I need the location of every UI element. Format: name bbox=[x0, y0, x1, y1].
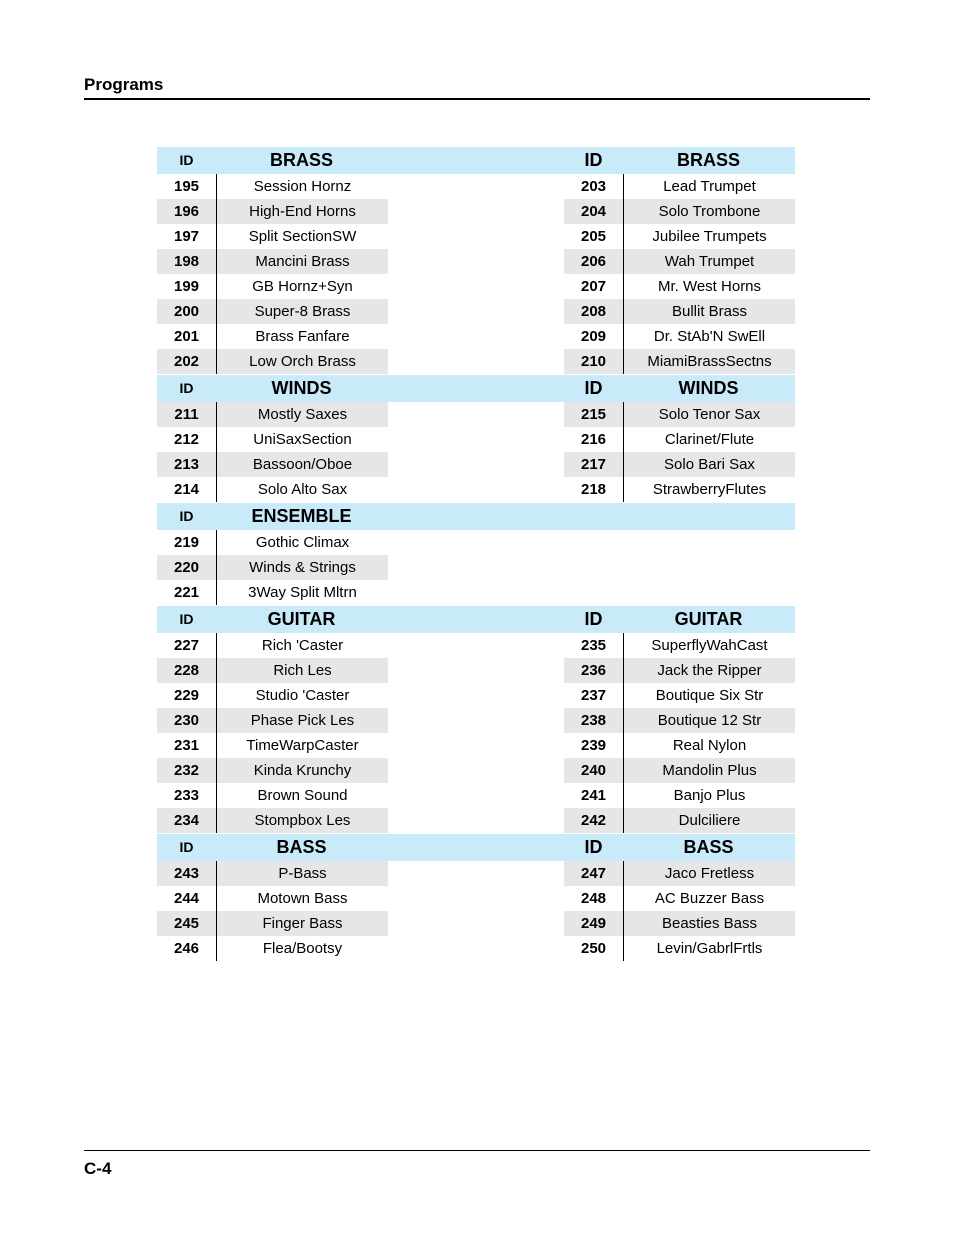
program-name: Jaco Fretless bbox=[664, 865, 755, 882]
program-name: Rich Les bbox=[273, 662, 332, 679]
id-column-header: ID bbox=[179, 611, 194, 627]
program-row bbox=[564, 452, 795, 477]
program-name: Jubilee Trumpets bbox=[652, 228, 767, 245]
id-column-header: ID bbox=[179, 152, 194, 168]
program-name: Brass Fanfare bbox=[255, 328, 350, 345]
program-id: 241 bbox=[564, 783, 623, 808]
program-name: 3Way Split Mltrn bbox=[248, 584, 357, 601]
right-program-list bbox=[564, 402, 795, 502]
program-row bbox=[157, 402, 388, 427]
program-row bbox=[564, 808, 795, 833]
program-row bbox=[157, 733, 388, 758]
program-id: 247 bbox=[564, 861, 623, 886]
program-name: Boutique Six Str bbox=[655, 687, 764, 704]
program-name: Winds & Strings bbox=[249, 559, 356, 576]
program-id: 211 bbox=[157, 402, 216, 427]
program-row bbox=[564, 174, 795, 199]
program-name: Split SectionSW bbox=[248, 228, 357, 245]
program-row bbox=[157, 808, 388, 833]
program-id: 197 bbox=[157, 224, 216, 249]
program-name: Flea/Bootsy bbox=[262, 940, 343, 957]
program-row bbox=[157, 936, 388, 961]
program-name: Bassoon/Oboe bbox=[252, 456, 353, 473]
program-id: 215 bbox=[564, 402, 623, 427]
program-row bbox=[157, 249, 388, 274]
program-id: 243 bbox=[157, 861, 216, 886]
page-title: Programs bbox=[84, 75, 164, 94]
column-divider bbox=[623, 633, 624, 833]
program-name: P-Bass bbox=[278, 865, 327, 882]
id-column-header: ID bbox=[584, 609, 603, 629]
program-name: Gothic Climax bbox=[255, 534, 350, 551]
category-header: BRASS bbox=[676, 150, 740, 170]
program-name: Bullit Brass bbox=[671, 303, 748, 320]
program-row bbox=[157, 530, 388, 555]
left-program-list bbox=[157, 633, 388, 833]
program-name: Jack the Ripper bbox=[657, 662, 762, 679]
program-row bbox=[564, 733, 795, 758]
program-id: 246 bbox=[157, 936, 216, 961]
program-id: 212 bbox=[157, 427, 216, 452]
program-name: Clarinet/Flute bbox=[664, 431, 755, 448]
program-name: Real Nylon bbox=[672, 737, 747, 754]
program-id: 208 bbox=[564, 299, 623, 324]
program-tables bbox=[157, 147, 795, 962]
right-program-list bbox=[564, 174, 795, 374]
program-id: 217 bbox=[564, 452, 623, 477]
program-name: MiamiBrassSectns bbox=[647, 353, 772, 370]
program-id: 242 bbox=[564, 808, 623, 833]
program-name: Solo Bari Sax bbox=[664, 456, 755, 473]
column-divider bbox=[216, 174, 217, 374]
column-divider bbox=[216, 530, 217, 605]
program-row bbox=[564, 349, 795, 374]
program-name: High-End Horns bbox=[249, 203, 356, 220]
program-id: 219 bbox=[157, 530, 216, 555]
category-header: BASS bbox=[276, 837, 327, 857]
program-row bbox=[157, 758, 388, 783]
program-row bbox=[157, 783, 388, 808]
id-column-header: ID bbox=[584, 150, 603, 170]
program-row bbox=[564, 427, 795, 452]
program-id: 240 bbox=[564, 758, 623, 783]
program-name: Solo Alto Sax bbox=[257, 481, 348, 498]
program-row bbox=[564, 274, 795, 299]
program-name: Mancini Brass bbox=[255, 253, 350, 270]
program-row bbox=[564, 633, 795, 658]
section-header bbox=[157, 147, 795, 174]
program-section bbox=[157, 147, 795, 375]
program-id: 205 bbox=[564, 224, 623, 249]
program-id: 221 bbox=[157, 580, 216, 605]
program-id: 239 bbox=[564, 733, 623, 758]
program-id: 228 bbox=[157, 658, 216, 683]
program-name: GB Hornz+Syn bbox=[252, 278, 353, 295]
program-row bbox=[157, 199, 388, 224]
program-id: 209 bbox=[564, 324, 623, 349]
program-row bbox=[564, 477, 795, 502]
program-name: Dr. StAb'N SwEll bbox=[653, 328, 766, 345]
program-row bbox=[564, 783, 795, 808]
program-row bbox=[564, 708, 795, 733]
id-column-header: ID bbox=[179, 380, 194, 396]
category-header: BRASS bbox=[269, 150, 333, 170]
program-id: 236 bbox=[564, 658, 623, 683]
program-id: 237 bbox=[564, 683, 623, 708]
program-name: Motown Bass bbox=[257, 890, 348, 907]
program-name: Session Hornz bbox=[253, 178, 352, 195]
program-name: UniSaxSection bbox=[253, 431, 352, 448]
program-id: 210 bbox=[564, 349, 623, 374]
program-row bbox=[564, 683, 795, 708]
program-row bbox=[564, 658, 795, 683]
program-name: Super-8 Brass bbox=[254, 303, 351, 320]
section-header bbox=[157, 834, 795, 861]
program-id: 227 bbox=[157, 633, 216, 658]
program-name: Banjo Plus bbox=[673, 787, 746, 804]
page-footer bbox=[84, 1150, 870, 1179]
program-section bbox=[157, 503, 795, 606]
program-row bbox=[564, 936, 795, 961]
program-id: 207 bbox=[564, 274, 623, 299]
program-name: Low Orch Brass bbox=[249, 353, 356, 370]
program-name: StrawberryFlutes bbox=[652, 481, 767, 498]
program-name: Solo Trombone bbox=[658, 203, 761, 220]
program-id: 218 bbox=[564, 477, 623, 502]
page-number: C-4 bbox=[84, 1159, 112, 1178]
section-header bbox=[157, 375, 795, 402]
column-divider bbox=[623, 402, 624, 502]
column-divider bbox=[216, 633, 217, 833]
id-column-header: ID bbox=[179, 839, 194, 855]
program-id: 230 bbox=[157, 708, 216, 733]
right-program-list bbox=[564, 861, 795, 961]
program-id: 235 bbox=[564, 633, 623, 658]
program-row bbox=[564, 224, 795, 249]
program-row bbox=[157, 274, 388, 299]
program-row bbox=[564, 324, 795, 349]
program-id: 200 bbox=[157, 299, 216, 324]
program-id: 233 bbox=[157, 783, 216, 808]
program-row bbox=[157, 886, 388, 911]
id-column-header: ID bbox=[179, 508, 194, 524]
program-id: 203 bbox=[564, 174, 623, 199]
program-name: Dulciliere bbox=[678, 812, 741, 829]
program-id: 249 bbox=[564, 911, 623, 936]
program-name: Brown Sound bbox=[257, 787, 348, 804]
category-header: WINDS bbox=[678, 378, 739, 398]
program-row bbox=[157, 477, 388, 502]
program-id: 238 bbox=[564, 708, 623, 733]
program-id: 216 bbox=[564, 427, 623, 452]
program-row bbox=[157, 911, 388, 936]
program-id: 244 bbox=[157, 886, 216, 911]
program-name: Solo Tenor Sax bbox=[658, 406, 761, 423]
program-row bbox=[157, 324, 388, 349]
program-row bbox=[564, 299, 795, 324]
program-section bbox=[157, 606, 795, 834]
program-row bbox=[157, 580, 388, 605]
program-name: Studio 'Caster bbox=[255, 687, 350, 704]
program-id: 245 bbox=[157, 911, 216, 936]
program-row bbox=[564, 911, 795, 936]
program-id: 234 bbox=[157, 808, 216, 833]
program-id: 195 bbox=[157, 174, 216, 199]
program-name: Levin/GabrlFrtls bbox=[656, 940, 763, 957]
program-id: 204 bbox=[564, 199, 623, 224]
program-name: AC Buzzer Bass bbox=[654, 890, 765, 907]
program-row bbox=[157, 633, 388, 658]
program-row bbox=[564, 199, 795, 224]
program-row bbox=[564, 249, 795, 274]
column-divider bbox=[623, 861, 624, 961]
program-name: TimeWarpCaster bbox=[246, 737, 359, 754]
program-name: Wah Trumpet bbox=[664, 253, 755, 270]
program-row bbox=[157, 658, 388, 683]
program-name: Phase Pick Les bbox=[250, 712, 355, 729]
section-header bbox=[157, 503, 795, 530]
program-name: Beasties Bass bbox=[661, 915, 758, 932]
right-program-list bbox=[564, 633, 795, 833]
program-row bbox=[564, 861, 795, 886]
program-section bbox=[157, 375, 795, 503]
program-name: Lead Trumpet bbox=[663, 178, 756, 195]
column-divider bbox=[216, 402, 217, 502]
left-program-list bbox=[157, 402, 388, 502]
category-header: WINDS bbox=[271, 378, 332, 398]
section-header bbox=[157, 606, 795, 633]
program-row bbox=[157, 349, 388, 374]
program-row bbox=[157, 683, 388, 708]
program-id: 214 bbox=[157, 477, 216, 502]
program-id: 201 bbox=[157, 324, 216, 349]
category-header: GUITAR bbox=[674, 609, 743, 629]
program-name: Kinda Krunchy bbox=[253, 762, 352, 779]
program-row bbox=[564, 886, 795, 911]
page-header bbox=[84, 74, 870, 100]
left-program-list bbox=[157, 530, 388, 605]
program-id: 196 bbox=[157, 199, 216, 224]
column-divider bbox=[623, 174, 624, 374]
program-row bbox=[564, 402, 795, 427]
program-id: 213 bbox=[157, 452, 216, 477]
program-row bbox=[157, 452, 388, 477]
program-row bbox=[157, 224, 388, 249]
program-row bbox=[157, 174, 388, 199]
program-name: Boutique 12 Str bbox=[657, 712, 762, 729]
program-name: Mr. West Horns bbox=[657, 278, 762, 295]
category-header: GUITAR bbox=[267, 609, 336, 629]
program-id: 220 bbox=[157, 555, 216, 580]
category-header: ENSEMBLE bbox=[251, 506, 352, 526]
column-divider bbox=[216, 861, 217, 961]
program-row bbox=[564, 758, 795, 783]
program-id: 231 bbox=[157, 733, 216, 758]
program-row bbox=[157, 427, 388, 452]
program-name: SuperflyWahCast bbox=[651, 637, 768, 654]
program-id: 199 bbox=[157, 274, 216, 299]
program-id: 248 bbox=[564, 886, 623, 911]
program-name: Rich 'Caster bbox=[261, 637, 344, 654]
program-row bbox=[157, 708, 388, 733]
program-row bbox=[157, 299, 388, 324]
program-id: 229 bbox=[157, 683, 216, 708]
program-name: Stompbox Les bbox=[254, 812, 351, 829]
program-row bbox=[157, 555, 388, 580]
program-name: Mostly Saxes bbox=[257, 406, 348, 423]
category-header: BASS bbox=[683, 837, 734, 857]
program-id: 250 bbox=[564, 936, 623, 961]
program-id: 206 bbox=[564, 249, 623, 274]
id-column-header: ID bbox=[584, 378, 603, 398]
program-name: Mandolin Plus bbox=[662, 762, 757, 779]
left-program-list bbox=[157, 174, 388, 374]
program-name: Finger Bass bbox=[262, 915, 343, 932]
left-program-list bbox=[157, 861, 388, 961]
program-id: 198 bbox=[157, 249, 216, 274]
id-column-header: ID bbox=[584, 837, 603, 857]
program-id: 202 bbox=[157, 349, 216, 374]
program-id: 232 bbox=[157, 758, 216, 783]
program-section bbox=[157, 834, 795, 962]
program-row bbox=[157, 861, 388, 886]
